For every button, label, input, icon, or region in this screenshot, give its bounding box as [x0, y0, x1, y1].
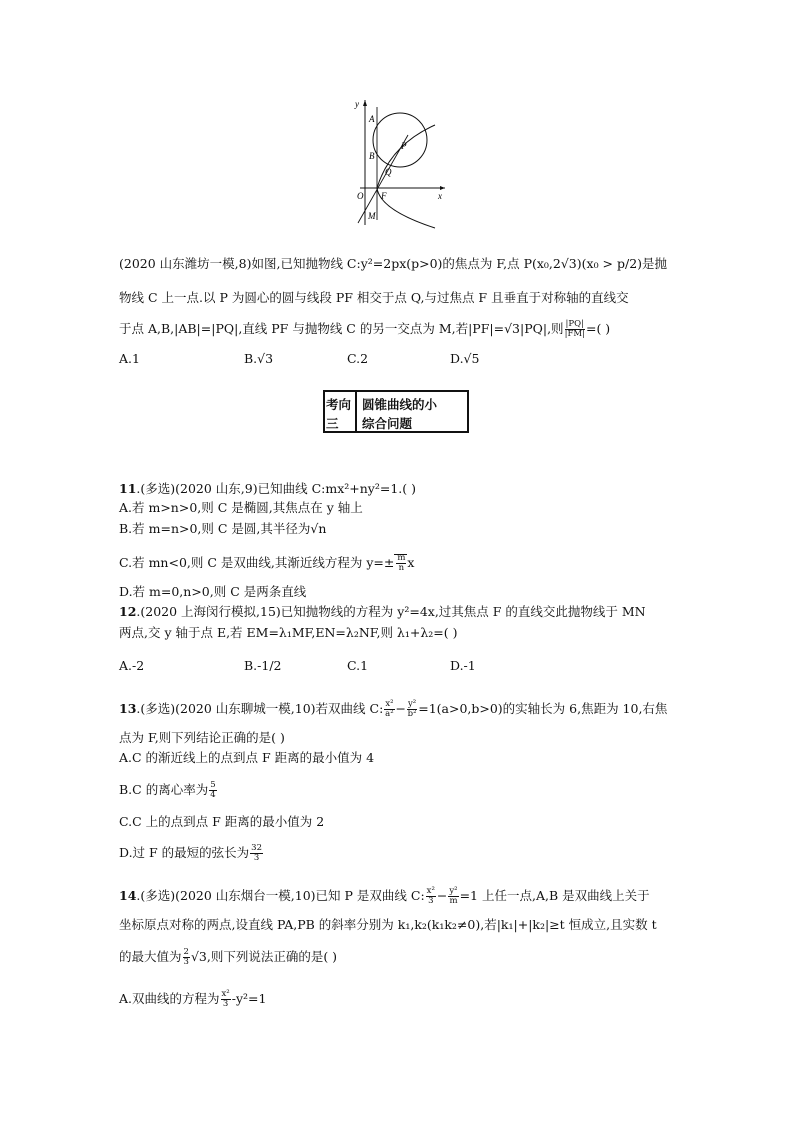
q14-text-3b: √3,则下列说法正确的是( ) — [190, 949, 338, 964]
section-title-2: 综合问题 — [362, 416, 413, 431]
q10-stem-3: 于点 A,B,|AB|=|PQ|,直线 PF 与抛物线 C 的另一交点为 M,若|PF|=√3|PQ|,则 — [119, 321, 564, 336]
section-box — [323, 390, 469, 433]
q14-number: 14 — [119, 888, 137, 903]
q10-condition: (x₀ > p/2) — [581, 256, 643, 271]
label-y: y — [355, 99, 359, 109]
q14-line2: 坐标原点对称的两点,设直线 PA,PB 的斜率分别为 k₁,k₂(k₁k₂≠0),若|k₁|+|k₂|≥t 恒成立,且实数 t — [119, 917, 657, 932]
q13-line1: 13.(多选)(2020 山东聊城一模,10)若双曲线 C: $\frac{\text{x²}}{\text{a²}}$ − $\frac{\text{y²}}{\text{b²}}$ =1(a>0,b>0)的实轴长为 6,焦距为 10,右焦 — [119, 699, 668, 719]
q13-b-num: 5 — [210, 780, 216, 790]
q13-option-c: C.C 上的点到点 F 距离的最小值为 2 — [119, 814, 325, 829]
label-x: x — [438, 191, 442, 201]
q11-c-num: m — [397, 553, 406, 563]
q14-option-a — [119, 990, 266, 1009]
label-P: P — [401, 141, 407, 151]
q10-frac-num: |PQ| — [565, 319, 584, 329]
label-B: B — [369, 151, 375, 161]
q11-number: 11 — [119, 481, 137, 496]
q12-option-b: B.-1/2 — [244, 658, 282, 673]
q10-stem-3b: =( ) — [585, 321, 611, 336]
q13-line2: 点为 F,则下列结论正确的是( ) — [119, 730, 285, 745]
q12-line2: 两点,交 y 轴于点 E,若 EM=λ₁MF,EN=λ₂NF,则 λ₁+λ₂=( ) — [119, 625, 458, 640]
q14-line3 — [119, 948, 337, 967]
q10-stem-1b: 是抛 — [642, 256, 668, 271]
label-Q: Q — [385, 167, 392, 177]
q13-b-den: 4 — [210, 790, 216, 800]
q13-d-den: 3 — [253, 853, 260, 863]
q10-line3 — [119, 320, 610, 339]
label-O: O — [357, 191, 364, 201]
q14-option-a-post: -y²=1 — [231, 991, 267, 1006]
q14-frac-y: $\frac{\text{y²}}{m}$ — [449, 886, 458, 906]
q12-number: 12 — [119, 604, 137, 619]
q13-b-fraction — [209, 781, 216, 800]
q11-option-c-post: x — [407, 555, 415, 570]
q11-stem — [119, 481, 416, 497]
label-M: M — [368, 211, 376, 221]
q14-frac-x: $\frac{\text{x²}}{3}$ — [426, 886, 435, 906]
q13-frac-y: $\frac{\text{y²}}{\text{b²}}$ — [407, 699, 417, 719]
section-title — [361, 392, 465, 431]
q14-a-fraction: $\frac{\text{x²}}{3}$ — [221, 989, 230, 1009]
q13-d-fraction — [250, 844, 263, 863]
q14-text-1: .(多选)(2020 山东烟台一模,10)已知 P 是双曲线 C: — [136, 888, 425, 903]
q10-frac-den: |FM| — [564, 329, 585, 339]
q14-frac-23: $\frac{2}{3}$ — [183, 947, 189, 967]
q13-text-1b: =1(a>0,b>0)的实轴长为 6,焦距为 10,右焦 — [418, 701, 668, 716]
q12-text-1: .(2020 上海闵行模拟,15)已知抛物线的方程为 y²=4x,过其焦点 F 的直线交此抛物线于 MN — [136, 604, 646, 619]
q13-option-d — [119, 844, 264, 863]
q11-option-c-text: C.若 mn<0,则 C 是双曲线,其渐近线方程为 y=± — [119, 555, 395, 570]
q10-line2 — [119, 290, 629, 306]
label-A: A — [369, 114, 375, 124]
circle — [373, 113, 427, 167]
q13-frac-x: $\frac{\text{x²}}{\text{a²}}$ — [385, 699, 394, 719]
label-F: F — [381, 191, 387, 201]
q10-stem-1: 如图,已知抛物线 C:y²=2px(p>0)的焦点为 F,点 P(x₀,2√3) — [251, 256, 582, 271]
q10-line1 — [119, 256, 667, 272]
q14-text-1b: =1 上任一点,A,B 是双曲线上关于 — [459, 888, 650, 903]
q11-option-c — [119, 554, 414, 573]
q10-option-d: D.√5 — [450, 351, 480, 366]
q12-option-a: A.-2 — [119, 658, 145, 673]
q12-line1 — [119, 604, 646, 620]
q10-option-a: A.1 — [119, 351, 140, 366]
section-label — [325, 392, 357, 431]
q11-option-a: A.若 m>n>0,则 C 是椭圆,其焦点在 y 轴上 — [119, 500, 363, 515]
q13-option-b — [119, 781, 218, 800]
section-label-1: 考向 — [326, 397, 352, 412]
section-label-2: 三 — [326, 416, 339, 431]
q10-stem-2: 物线 C 上一点.以 P 为圆心的圆与线段 PF 相交于点 Q,与过焦点 F 且垂直于对称轴的直线交 — [119, 290, 629, 305]
parabola-circle-figure — [350, 95, 450, 230]
q10-fraction — [565, 320, 585, 339]
q10-option-c: C.2 — [347, 351, 369, 366]
q14-line1: 14.(多选)(2020 山东烟台一模,10)已知 P 是双曲线 C: $\frac{\text{x²}}{3}$ − $\frac{\text{y²}}{m}$ =1 上任一点,A,B 是双曲线上关于 — [119, 886, 650, 906]
q11-option-b: B.若 m=n>0,则 C 是圆,其半径为√n — [119, 521, 327, 536]
q11-text: .(多选)(2020 山东,9)已知曲线 C:mx²+ny²=1.( ) — [136, 481, 416, 496]
q14-text-3: 的最大值为 — [119, 949, 182, 964]
q13-option-a: A.C 的渐近线上的点到点 F 距离的最小值为 4 — [119, 750, 375, 765]
q13-option-d-text: D.过 F 的最短的弦长为 — [119, 845, 250, 860]
q13-option-b-text: B.C 的离心率为 — [119, 782, 209, 797]
q11-option-d: D.若 m=0,n>0,则 C 是两条直线 — [119, 584, 307, 599]
q10-source: (2020 山东潍坊一模,8) — [119, 256, 252, 271]
q13-number: 13 — [119, 701, 137, 716]
q11-c-fraction — [396, 554, 406, 573]
q14-option-a-text: A.双曲线的方程为 — [119, 991, 220, 1006]
q13-text-1: .(多选)(2020 山东聊城一模,10)若双曲线 C: — [136, 701, 384, 716]
q10-option-b: B.√3 — [244, 351, 274, 366]
q12-option-d: D.-1 — [450, 658, 476, 673]
q13-d-num: 32 — [251, 843, 262, 853]
q11-c-den: n — [398, 563, 405, 573]
section-title-1: 圆锥曲线的小 — [362, 397, 438, 412]
q12-option-c: C.1 — [347, 658, 369, 673]
